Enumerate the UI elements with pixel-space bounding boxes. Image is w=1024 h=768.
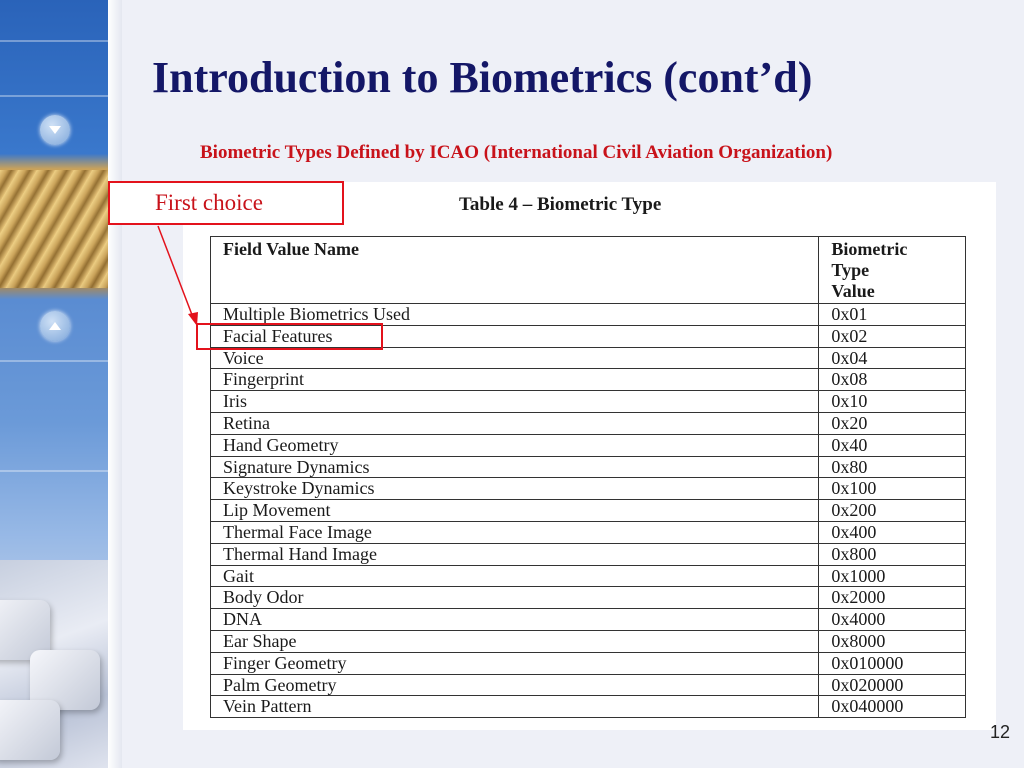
table-row — [211, 609, 966, 631]
table-header-row — [211, 237, 966, 304]
row-name: Body Odor — [211, 587, 819, 609]
header-biometric-type-value-text: Biometric Type Value — [831, 239, 908, 301]
row-name: DNA — [211, 609, 819, 631]
table-row — [211, 456, 966, 478]
row-name: Facial Features — [211, 325, 819, 347]
decorative-divider — [108, 0, 122, 768]
row-name: Multiple Biometrics Used — [211, 304, 819, 326]
row-value: 0x800 — [819, 543, 966, 565]
slide-title: Introduction to Biometrics (cont’d) — [152, 53, 813, 102]
table-caption: Table 4 – Biometric Type — [459, 194, 662, 215]
row-value: 0x02 — [819, 325, 966, 347]
row-name: Ear Shape — [211, 630, 819, 652]
row-name: Retina — [211, 412, 819, 434]
row-value: 0x08 — [819, 369, 966, 391]
nav-up-button[interactable] — [40, 311, 70, 341]
row-value: 0x20 — [819, 412, 966, 434]
table-row — [211, 565, 966, 587]
row-value: 0x400 — [819, 521, 966, 543]
row-name: Voice — [211, 347, 819, 369]
row-value: 0x020000 — [819, 674, 966, 696]
row-value: 0x100 — [819, 478, 966, 500]
row-name: Keystroke Dynamics — [211, 478, 819, 500]
row-value: 0x80 — [819, 456, 966, 478]
row-value: 0x4000 — [819, 609, 966, 631]
table-row — [211, 500, 966, 522]
row-name: Finger Geometry — [211, 652, 819, 674]
table-row — [211, 391, 966, 413]
row-value: 0x1000 — [819, 565, 966, 587]
row-name: Fingerprint — [211, 369, 819, 391]
row-name: Palm Geometry — [211, 674, 819, 696]
table-row — [211, 434, 966, 456]
row-name: Gait — [211, 565, 819, 587]
row-name: Hand Geometry — [211, 434, 819, 456]
row-value: 0x010000 — [819, 652, 966, 674]
first-choice-label: First choice — [155, 190, 263, 215]
nav-down-button[interactable] — [40, 115, 70, 145]
table-row — [211, 630, 966, 652]
table-row — [211, 369, 966, 391]
callout-arrow-icon — [150, 222, 210, 332]
table-row — [211, 652, 966, 674]
table-row — [211, 521, 966, 543]
table-row — [211, 478, 966, 500]
facial-features-highlight — [196, 323, 383, 350]
header-biometric-type-value — [819, 237, 966, 304]
row-name: Thermal Face Image — [211, 521, 819, 543]
row-value: 0x10 — [819, 391, 966, 413]
row-value: 0x2000 — [819, 587, 966, 609]
row-value: 0x01 — [819, 304, 966, 326]
row-value: 0x04 — [819, 347, 966, 369]
header-field-value-name: Field Value Name — [211, 237, 819, 304]
table-row — [211, 412, 966, 434]
page-number: 12 — [990, 722, 1011, 742]
row-name: Thermal Hand Image — [211, 543, 819, 565]
row-name: Signature Dynamics — [211, 456, 819, 478]
decorative-gold-image — [0, 170, 108, 288]
row-value: 0x200 — [819, 500, 966, 522]
row-value: 0x40 — [819, 434, 966, 456]
row-name: Lip Movement — [211, 500, 819, 522]
table-row — [211, 674, 966, 696]
table-row — [211, 696, 966, 718]
row-name: Iris — [211, 391, 819, 413]
table-row — [211, 587, 966, 609]
row-value: 0x040000 — [819, 696, 966, 718]
row-value: 0x8000 — [819, 630, 966, 652]
table-row — [211, 347, 966, 369]
table-row — [211, 543, 966, 565]
slide-subtitle: Biometric Types Defined by ICAO (International Civil Aviation Organization) — [200, 142, 833, 163]
row-name: Vein Pattern — [211, 696, 819, 718]
decorative-keyboard-image — [0, 560, 108, 768]
biometric-type-table — [210, 236, 966, 718]
